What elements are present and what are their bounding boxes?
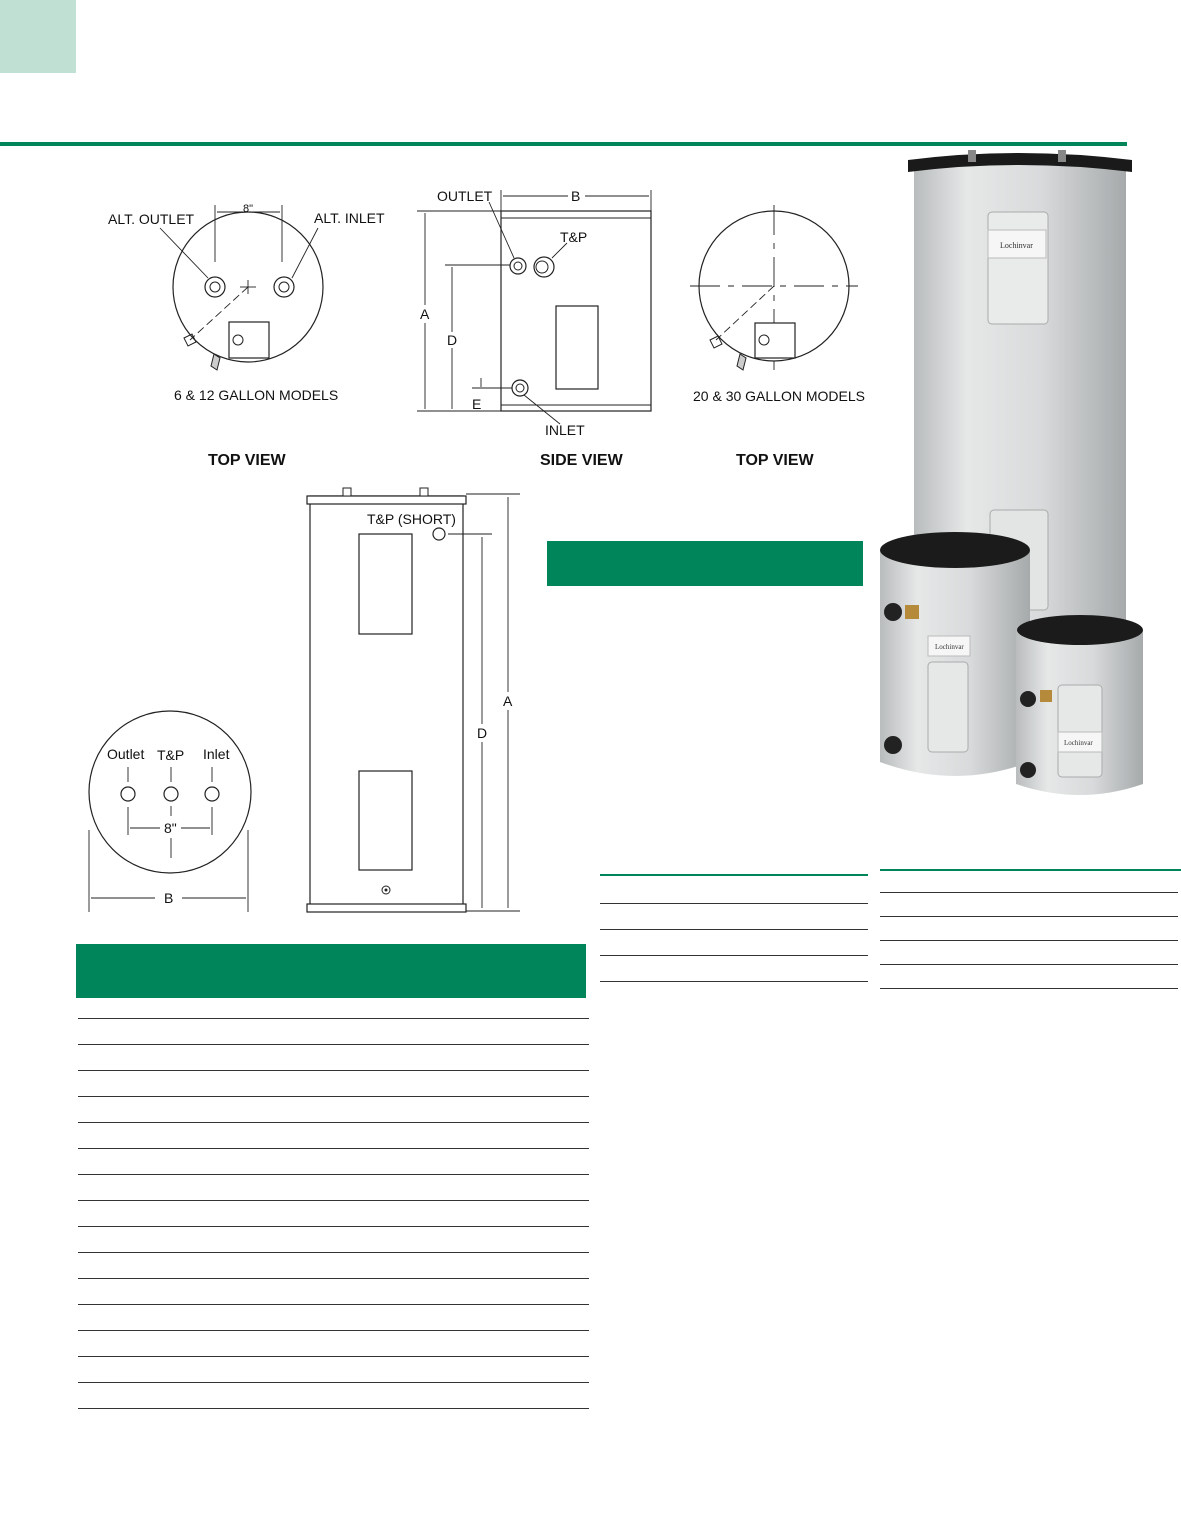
table-header-block	[76, 944, 586, 998]
table-row-rule	[78, 1070, 589, 1071]
section-header-block	[547, 541, 863, 586]
table-row-rule	[880, 988, 1178, 989]
tall-a-label: A	[503, 693, 513, 709]
inlet-label: INLET	[545, 422, 585, 438]
table-rule-top-mid	[600, 874, 868, 876]
table-row-rule	[880, 892, 1178, 893]
round-b-label: B	[164, 890, 174, 906]
a-label: A	[420, 306, 430, 322]
round-outlet-label: Outlet	[107, 746, 145, 762]
table-row-rule	[78, 1018, 589, 1019]
table-row-rule	[880, 964, 1178, 965]
b-label: B	[571, 188, 581, 204]
table-row-rule	[78, 1096, 589, 1097]
table-row-rule	[78, 1148, 589, 1149]
table-row-rule	[78, 1174, 589, 1175]
model-caption-large: 20 & 30 GALLON MODELS	[693, 388, 865, 404]
tp-label: T&P	[560, 229, 588, 245]
table-row-rule	[78, 1200, 589, 1201]
brand-label-medium: Lochinvar	[935, 643, 964, 651]
round-inlet-label: Inlet	[203, 746, 230, 762]
brand-label-tall: Lochinvar	[1000, 241, 1033, 250]
top-view-title-left: TOP VIEW	[208, 452, 286, 469]
table-row-rule	[78, 1278, 589, 1279]
table-row-rule	[78, 1382, 589, 1383]
table-row-rule	[600, 981, 868, 982]
table-row-rule	[78, 1356, 589, 1357]
table-row-rule	[78, 1122, 589, 1123]
table-row-rule	[78, 1330, 589, 1331]
top-view-title-right: TOP VIEW	[736, 452, 814, 469]
outlet-label: OUTLET	[437, 188, 493, 204]
alt-inlet-label: ALT. INLET	[314, 210, 385, 226]
table-row-rule	[78, 1304, 589, 1305]
tall-d-label: D	[477, 725, 488, 741]
table-row-rule	[880, 940, 1178, 941]
table-row-rule	[880, 916, 1178, 917]
table-row-rule	[78, 1044, 589, 1045]
table-row-rule	[78, 1408, 589, 1409]
table-row-rule	[600, 929, 868, 930]
table-row-rule	[600, 903, 868, 904]
brand-label-small: Lochinvar	[1064, 739, 1093, 747]
tp-short-label: T&P (SHORT)	[367, 511, 456, 527]
round-dim-8-label: 8"	[164, 820, 177, 836]
table-row-rule	[78, 1226, 589, 1227]
side-view-title: SIDE VIEW	[540, 452, 623, 469]
table-rule-top-right	[880, 869, 1181, 871]
model-caption: 6 & 12 GALLON MODELS	[174, 387, 339, 403]
dim-8-label: 8"	[243, 203, 254, 215]
d-label: D	[447, 332, 458, 348]
round-tp-label: T&P	[157, 747, 185, 763]
table-row-rule	[600, 955, 868, 956]
table-row-rule	[78, 1252, 589, 1253]
e-label: E	[472, 396, 482, 412]
alt-outlet-label: ALT. OUTLET	[108, 211, 195, 227]
